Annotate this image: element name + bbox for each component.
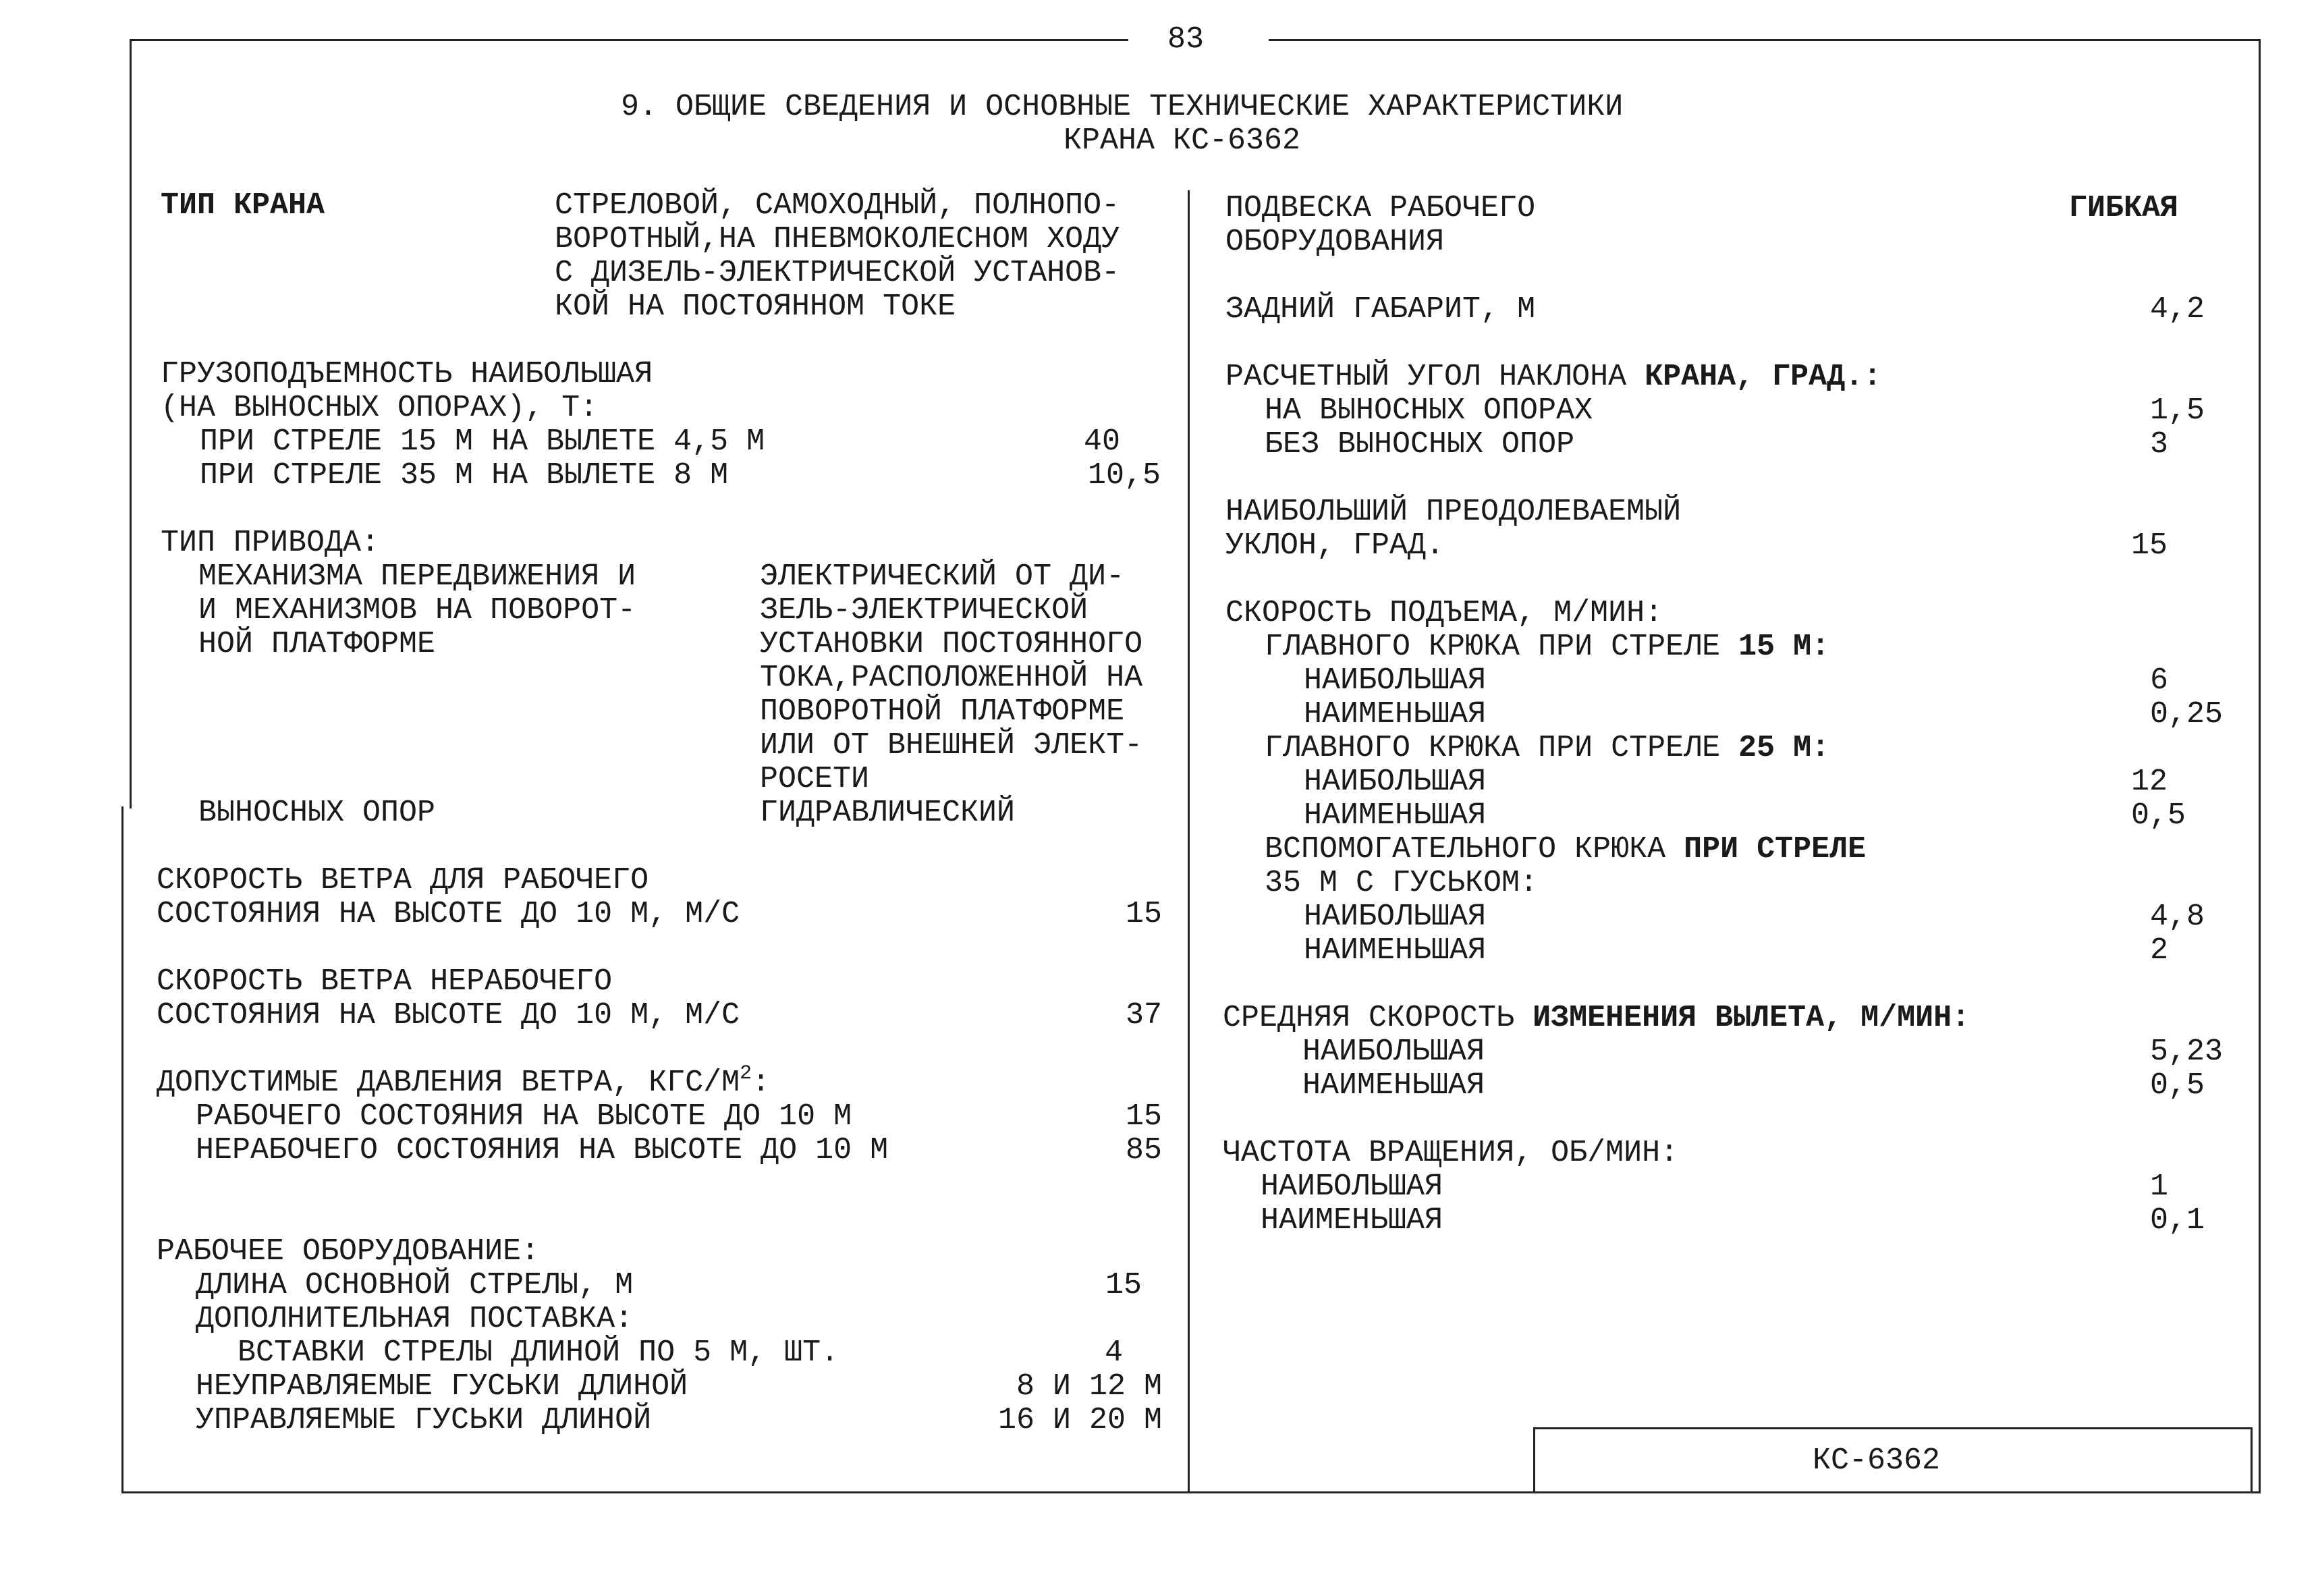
drive-mech-value-6: ИЛИ ОТ ВНЕШНЕЙ ЭЛЕКТ- — [760, 728, 1143, 763]
capacity-heading-1: ГРУЗОПОДЪЕМНОСТЬ НАИБОЛЬШАЯ — [161, 357, 653, 391]
lift-main25-b: 25 М: — [1738, 731, 1830, 765]
title-line-1: 9. ОБЩИЕ СВЕДЕНИЯ И ОСНОВНЫЕ ТЕХНИЧЕСКИЕ ХАРАКТЕРИСТИКИ — [621, 90, 1624, 124]
lift-main15-max-label: НАИБОЛЬШАЯ — [1304, 663, 1487, 698]
equipment-inserts-value: 4 — [1104, 1336, 1123, 1370]
tilt-heading — [1225, 360, 1881, 394]
rotation-min-label: НАИМЕНЬШАЯ — [1261, 1203, 1443, 1238]
stamp-left — [1533, 1427, 1535, 1493]
crane-type-value-2: ВОРОТНЫЙ,НА ПНЕВМОКОЛЕСНОМ ХОДУ — [555, 222, 1120, 256]
tilt-heading-a: РАСЧЕТНЫЙ УГОЛ НАКЛОНА — [1225, 360, 1645, 394]
reach-speed-max-value: 5,23 — [2150, 1035, 2224, 1069]
tilt-row-1-value: 1,5 — [2150, 393, 2205, 428]
tilt-row-2-label: БЕЗ ВЫНОСНЫХ ОПОР — [1265, 427, 1575, 462]
lift-main15-min-label: НАИМЕНЬШАЯ — [1304, 697, 1487, 732]
capacity-row-1-value: 40 — [1083, 424, 1120, 459]
wind-pressure-row-1-value: 15 — [1125, 1099, 1162, 1134]
tilt-row-1-label: НА ВЫНОСНЫХ ОПОРАХ — [1265, 393, 1593, 428]
wind-pressure-heading-text: ДОПУСТИМЫЕ ДАВЛЕНИЯ ВЕТРА, КГС/М — [157, 1066, 740, 1100]
wind-pressure-heading-end: : — [752, 1066, 771, 1100]
drive-mech-value-4: ТОКА,РАСПОЛОЖЕННОЙ НА — [760, 661, 1143, 695]
title-line-2: КРАНА КС-6362 — [1064, 123, 1301, 158]
suspension-line-2: ОБОРУДОВАНИЯ — [1225, 225, 1445, 259]
lift-aux-min-label: НАИМЕНЬШАЯ — [1304, 933, 1487, 968]
drive-mech-value-1: ЭЛЕКТРИЧЕСКИЙ ОТ ДИ- — [760, 559, 1125, 594]
column-divider — [1188, 190, 1190, 1493]
frame-top-left — [130, 39, 1128, 41]
wind-nonwork-value: 37 — [1125, 998, 1162, 1033]
rear-clearance-label: ЗАДНИЙ ГАБАРИТ, М — [1225, 292, 1536, 327]
frame-bottom — [121, 1491, 2261, 1493]
wind-work-value: 15 — [1125, 897, 1162, 931]
suspension-value: ГИБКАЯ — [2069, 191, 2179, 225]
capacity-heading-2: (НА ВЫНОСНЫХ ОПОРАХ), Т: — [161, 391, 599, 425]
lift-speed-heading: СКОРОСТЬ ПОДЪЕМА, М/МИН: — [1225, 596, 1663, 630]
wind-pressure-row-2-label: НЕРАБОЧЕГО СОСТОЯНИЯ НА ВЫСОТЕ ДО 10 М — [196, 1133, 889, 1167]
equipment-luffing-jib-value: 16 И 20 М — [997, 1403, 1162, 1437]
equipment-extra-heading: ДОПОЛНИТЕЛЬНАЯ ПОСТАВКА: — [196, 1302, 634, 1336]
crane-type-value-1: СТРЕЛОВОЙ, САМОХОДНЫЙ, ПОЛНОПО- — [555, 188, 1120, 223]
drive-outriggers-value: ГИДРАВЛИЧЕСКИЙ — [760, 796, 1016, 830]
tilt-row-2-value: 3 — [2150, 427, 2169, 462]
frame-right — [2259, 39, 2261, 1493]
frame-left-upper — [130, 39, 132, 808]
frame-left-lower — [121, 806, 123, 1493]
lift-main15-min-value: 0,25 — [2150, 697, 2224, 732]
lift-aux-max-value: 4,8 — [2150, 900, 2205, 934]
page-number: 83 — [1167, 22, 1205, 57]
lift-main15-a: ГЛАВНОГО КРЮКА ПРИ СТРЕЛЕ — [1265, 630, 1739, 664]
equipment-luffing-jib-label: УПРАВЛЯЕМЫЕ ГУСЬКИ ДЛИНОЙ — [196, 1403, 652, 1437]
capacity-row-1-label: ПРИ СТРЕЛЕ 15 М НА ВЫЛЕТЕ 4,5 М — [200, 424, 765, 459]
wind-nonwork-line-2: СОСТОЯНИЯ НА ВЫСОТЕ ДО 10 М, М/С — [157, 998, 740, 1033]
drive-mech-value-5: ПОВОРОТНОЙ ПЛАТФОРМЕ — [760, 694, 1125, 729]
lift-main15-heading — [1265, 630, 1829, 664]
drive-mech-label-3: НОЙ ПЛАТФОРМЕ — [198, 627, 436, 661]
capacity-row-2-label: ПРИ СТРЕЛЕ 35 М НА ВЫЛЕТЕ 8 М — [200, 458, 729, 493]
drive-mech-value-2: ЗЕЛЬ-ЭЛЕКТРИЧЕСКОЙ — [760, 593, 1088, 628]
equipment-inserts-label: ВСТАВКИ СТРЕЛЫ ДЛИНОЙ ПО 5 М, ШТ. — [238, 1336, 839, 1370]
lift-aux-max-label: НАИБОЛЬШАЯ — [1304, 900, 1487, 934]
slope-line-2: УКЛОН, ГРАД. — [1225, 528, 1445, 563]
frame-top-right — [1269, 39, 2261, 41]
lift-aux-a: ВСПОМОГАТЕЛЬНОГО КРЮКА — [1265, 832, 1684, 866]
equipment-heading: РАБОЧЕЕ ОБОРУДОВАНИЕ: — [157, 1234, 540, 1269]
reach-speed-b: ИЗМЕНЕНИЯ ВЫЛЕТА, М/МИН: — [1533, 1001, 1970, 1035]
wind-pressure-heading-sup: 2 — [740, 1062, 752, 1085]
slope-value: 15 — [2131, 528, 2168, 563]
lift-aux-line-2: 35 М С ГУСЬКОМ: — [1265, 866, 1539, 900]
drive-mech-label-2: И МЕХАНИЗМОВ НА ПОВОРОТ- — [198, 593, 636, 628]
lift-aux-b: ПРИ СТРЕЛЕ — [1684, 832, 1867, 866]
reach-speed-min-label: НАИМЕНЬШАЯ — [1302, 1068, 1485, 1103]
rear-clearance-value: 4,2 — [2150, 292, 2205, 327]
reach-speed-min-value: 0,5 — [2150, 1068, 2205, 1103]
lift-main25-min-label: НАИМЕНЬШАЯ — [1304, 798, 1487, 833]
equipment-boom-label: ДЛИНА ОСНОВНОЙ СТРЕЛЫ, М — [196, 1268, 634, 1302]
lift-aux-min-value: 2 — [2150, 933, 2169, 968]
drive-mech-label-1: МЕХАНИЗМА ПЕРЕДВИЖЕНИЯ И — [198, 559, 636, 594]
lift-main25-min-value: 0,5 — [2131, 798, 2186, 833]
equipment-fixed-jib-label: НЕУПРАВЛЯЕМЫЕ ГУСЬКИ ДЛИНОЙ — [196, 1369, 688, 1404]
rotation-max-label: НАИБОЛЬШАЯ — [1261, 1170, 1443, 1204]
lift-aux-heading — [1265, 833, 1866, 866]
reach-speed-max-label: НАИБОЛЬШАЯ — [1302, 1035, 1485, 1069]
wind-work-line-2: СОСТОЯНИЯ НА ВЫСОТЕ ДО 10 М, М/С — [157, 897, 740, 931]
crane-type-label: ТИП КРАНА — [161, 188, 325, 223]
lift-main15-max-value: 6 — [2150, 663, 2169, 698]
stamp-code: КС-6362 — [1813, 1443, 1941, 1478]
slope-line-1: НАИБОЛЬШИЙ ПРЕОДОЛЕВАЕМЫЙ — [1225, 495, 1682, 529]
wind-nonwork-line-1: СКОРОСТЬ ВЕТРА НЕРАБОЧЕГО — [157, 964, 613, 999]
lift-main25-max-value: 12 — [2131, 765, 2168, 799]
rotation-max-value: 1 — [2150, 1170, 2169, 1204]
drive-outriggers-label: ВЫНОСНЫХ ОПОР — [198, 796, 436, 830]
lift-main25-a: ГЛАВНОГО КРЮКА ПРИ СТРЕЛЕ — [1265, 731, 1739, 765]
capacity-row-2-value: 10,5 — [1087, 458, 1161, 493]
equipment-fixed-jib-value: 8 И 12 М — [1016, 1369, 1162, 1404]
reach-speed-heading — [1223, 1001, 1970, 1035]
crane-type-value-4: КОЙ НА ПОСТОЯННОМ ТОКЕ — [555, 290, 956, 324]
drive-mech-value-7: РОСЕТИ — [760, 762, 870, 796]
wind-pressure-row-1-label: РАБОЧЕГО СОСТОЯНИЯ НА ВЫСОТЕ ДО 10 М — [196, 1099, 852, 1134]
drive-mech-value-3: УСТАНОВКИ ПОСТОЯННОГО — [760, 627, 1143, 661]
stamp-top — [1533, 1427, 2253, 1429]
lift-main25-max-label: НАИБОЛЬШАЯ — [1304, 765, 1487, 799]
crane-type-value-3: С ДИЗЕЛЬ-ЭЛЕКТРИЧЕСКОЙ УСТАНОВ- — [555, 256, 1120, 290]
lift-main15-b: 15 М: — [1738, 630, 1830, 664]
lift-main25-heading — [1265, 732, 1829, 765]
reach-speed-a: СРЕДНЯЯ СКОРОСТЬ — [1223, 1001, 1533, 1035]
rotation-heading: ЧАСТОТА ВРАЩЕНИЯ, ОБ/МИН: — [1223, 1136, 1679, 1170]
stamp-right — [2251, 1427, 2253, 1493]
suspension-line-1: ПОДВЕСКА РАБОЧЕГО — [1225, 191, 1536, 225]
equipment-boom-value: 15 — [1105, 1268, 1142, 1302]
wind-pressure-row-2-value: 85 — [1125, 1133, 1162, 1167]
rotation-min-value: 0,1 — [2150, 1203, 2205, 1238]
wind-work-line-1: СКОРОСТЬ ВЕТРА ДЛЯ РАБОЧЕГО — [157, 863, 649, 898]
tilt-heading-b: КРАНА, ГРАД.: — [1645, 360, 1882, 394]
drive-heading: ТИП ПРИВОДА: — [161, 526, 380, 560]
wind-pressure-heading — [157, 1062, 771, 1100]
